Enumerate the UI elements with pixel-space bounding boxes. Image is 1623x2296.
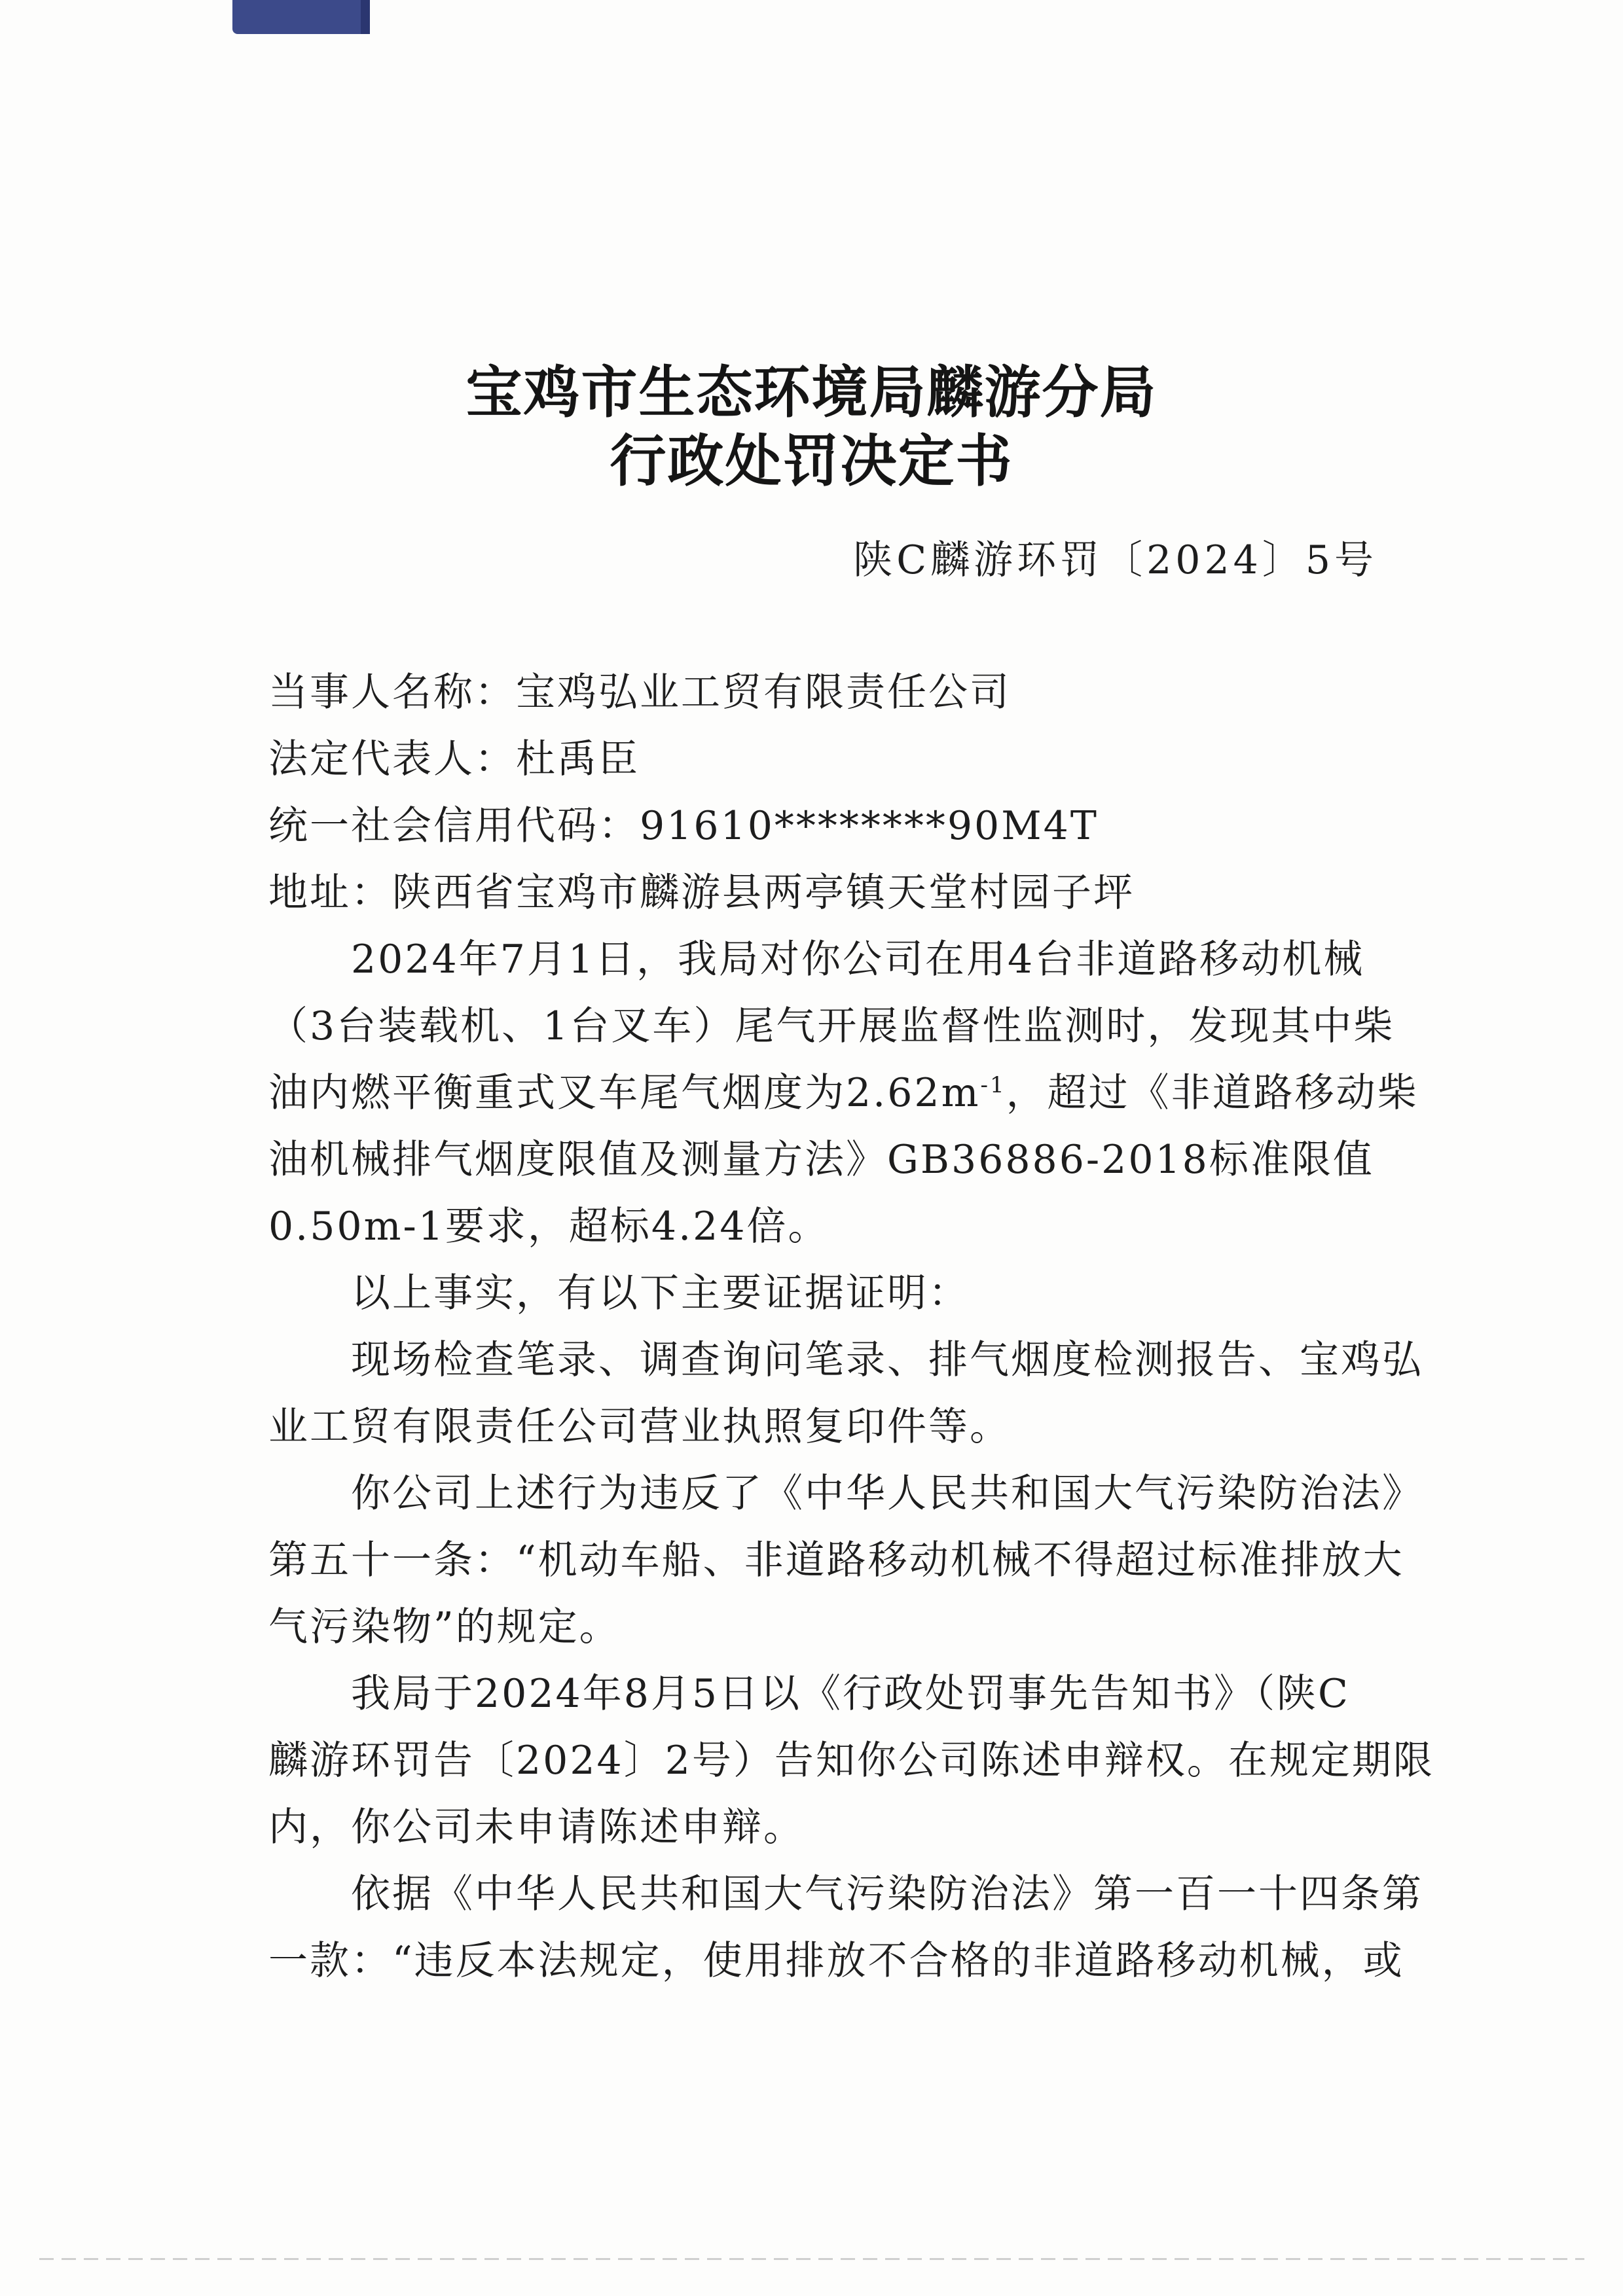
legal-representative: 法定代表人：杜禹臣 [268,736,640,782]
para5-line2: 麟游环罚告〔2024〕2号）告知你公司陈述申辩权。在规定期限 [268,1738,1434,1784]
para1-line3-sup: -1 [980,1072,1006,1098]
para1-line4: 油机械排气烟度限值及测量方法》GB36886-2018标准限值 [268,1137,1374,1183]
document-number: 陕C麟游环罚〔2024〕5号 [853,537,1377,583]
para6-line1: 依据《中华人民共和国大气污染防治法》第一百一十四条第 [351,1871,1423,1917]
para1-line2: （3台装载机、1台叉车）尾气开展监督性监测时，发现其中柴 [268,1003,1395,1049]
document-title-line2: 行政处罚决定书 [610,428,1013,494]
para1-line3 [268,1062,1419,1118]
credit-code: 统一社会信用代码：91610********90M4T [268,803,1099,849]
para1-line3-b: ，超过《非道路移动柴 [1006,1070,1419,1116]
para5-line1: 我局于2024年8月5日以《行政处罚事先告知书》（陕C [351,1671,1350,1717]
document-title-line1: 宝鸡市生态环境局麟游分局 [465,359,1158,425]
para4-line3: 气污染物”的规定。 [268,1604,621,1650]
para4-line2: 第五十一条：“机动车船、非道路移动机械不得超过标准排放大 [268,1537,1404,1583]
party-name: 当事人名称：宝鸡弘业工贸有限责任公司 [268,670,1011,715]
para1-line3-a: 油内燃平衡重式叉车尾气烟度为2.62m [268,1070,981,1116]
para2: 以上事实，有以下主要证据证明： [351,1270,970,1316]
para4-line1: 你公司上述行为违反了《中华人民共和国大气污染防治法》 [351,1471,1423,1516]
para1-line5: 0.50m-1要求，超标4.24倍。 [268,1204,830,1249]
scan-tab-mark [232,0,370,34]
scan-edge-line [39,2258,1584,2260]
address: 地址：陕西省宝鸡市麟游县两亭镇天堂村园子坪 [268,870,1135,916]
para3-line1: 现场检查笔录、调查询问笔录、排气烟度检测报告、宝鸡弘 [351,1337,1423,1383]
para3-line2: 业工贸有限责任公司营业执照复印件等。 [268,1404,1011,1450]
para5-line3: 内，你公司未申请陈述申辩。 [268,1804,805,1850]
para1-line1: 2024年7月1日，我局对你公司在用4台非道路移动机械 [351,937,1365,982]
para6-line2: 一款：“违反本法规定，使用排放不合格的非道路移动机械，或 [268,1938,1404,1984]
